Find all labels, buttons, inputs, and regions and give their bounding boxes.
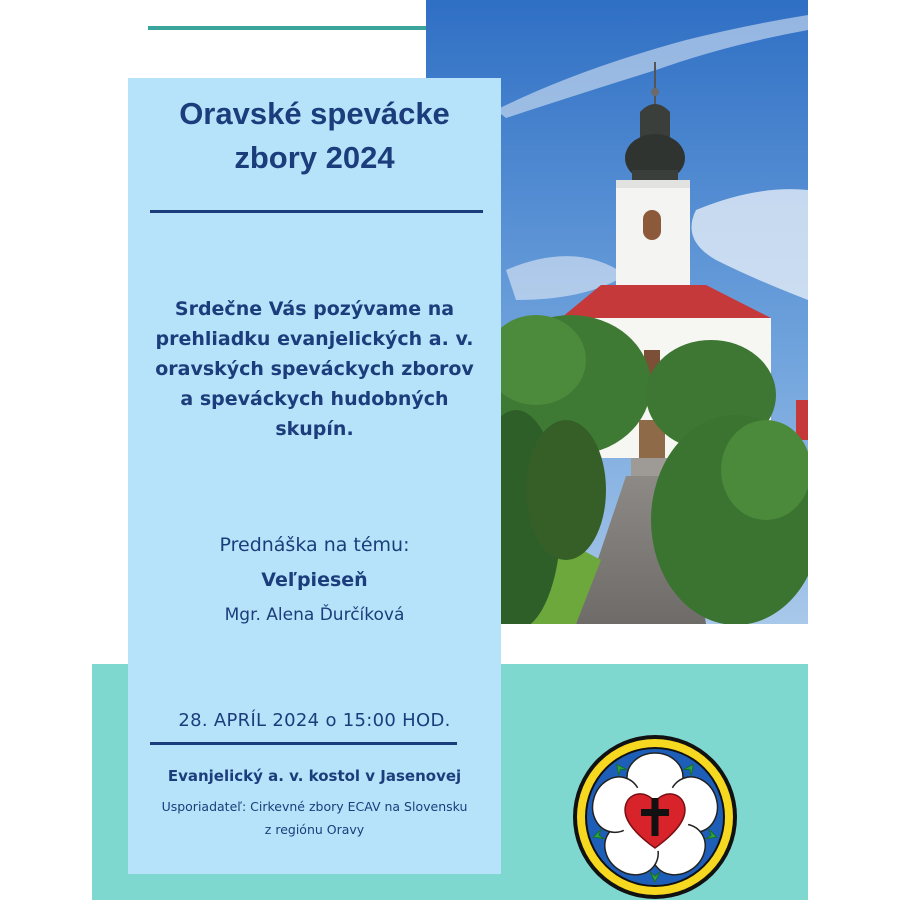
title-line-2: zbory 2024 [234, 140, 395, 175]
invitation-line: Srdečne Vás pozývame na [174, 298, 455, 320]
event-date-time: 28. APRÍL 2024 o 15:00 HOD. [178, 710, 451, 731]
date-divider [150, 742, 457, 745]
lecture-topic: Veľpieseň [261, 569, 368, 591]
event-venue: Evanjelický a. v. kostol v Jasenovej [167, 767, 462, 785]
title-line-1: Oravské spevácke [179, 96, 450, 131]
info-panel [128, 78, 501, 874]
poster-title [128, 92, 501, 180]
invitation-line: a speváckych hudobných [180, 388, 449, 410]
invitation-line: skupín. [275, 418, 354, 440]
invitation-text [128, 294, 501, 444]
invitation-line: oravských speváckych zborov [155, 358, 474, 380]
lecture-label: Prednáška na tému: [219, 534, 410, 556]
luther-rose-icon [570, 732, 740, 902]
title-divider [150, 210, 483, 213]
lecturer-name: Mgr. Alena Ďurčíková [224, 605, 405, 625]
invitation-line: prehliadku evanjelických a. v. [155, 328, 474, 350]
top-accent-rule [148, 26, 426, 30]
organizer-line-2: z regiónu Oravy [264, 822, 365, 837]
organizer-line-1: Usporiadateľ: Cirkevné zbory ECAV na Slovensku [161, 799, 468, 814]
